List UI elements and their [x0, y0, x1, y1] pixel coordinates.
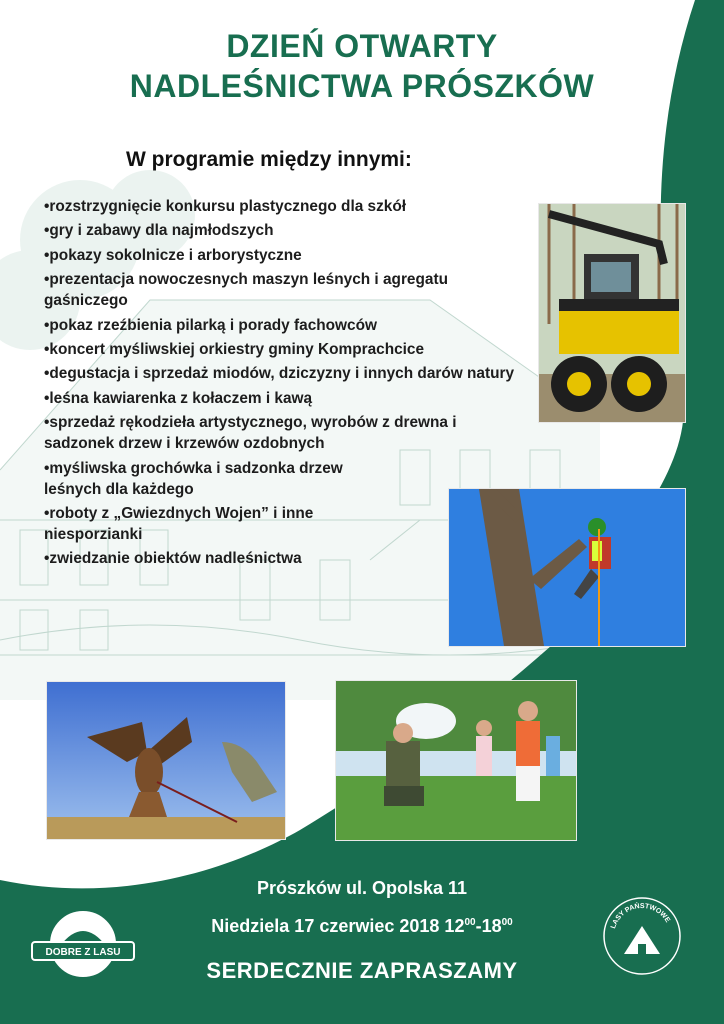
lasy-panstwowe-logo	[602, 896, 682, 976]
title-line-1: DZIEŃ OTWARTY	[226, 28, 498, 64]
invitation-text: SERDECZNIE ZAPRASZAMY	[206, 958, 518, 983]
program-item: • sprzedaż rękodzieła artystycznego, wyrobów z drewna i sadzonek drzew i krzewów ozdobnych	[44, 412, 524, 454]
program-item: • gry i zabawy dla najmłodszych	[44, 220, 524, 241]
title-line-2: NADLEŚNICTWA PRÓSZKÓW	[129, 68, 595, 104]
program-item: • degustacja i sprzedaż miodów, dziczyzny i innych darów natury	[44, 363, 524, 384]
falcon-photo	[46, 681, 286, 840]
program-item: • myśliwska grochówka i sadzonka drzew leśnych dla każdego	[44, 458, 374, 500]
left-logo-text: DOBRE Z LASU	[45, 947, 121, 958]
program-item: • prezentacja nowoczesnych maszyn leśnych i agregatu gaśniczego	[44, 269, 524, 311]
event-date: Niedziela 17 czerwiec 2018 12	[211, 916, 465, 936]
dobre-z-lasu-logo	[30, 908, 136, 984]
arborist-photo	[448, 488, 686, 647]
time-end-minutes: 00	[501, 917, 513, 928]
program-item: • roboty z „Gwiezdnych Wojen” i inne niesporzianki	[44, 503, 374, 545]
program-item: • leśna kawiarenka z kołaczem i kawą	[44, 388, 524, 409]
program-item: • pokaz rzeźbienia pilarką i porady fachowców	[44, 315, 524, 336]
children-photo	[335, 680, 577, 841]
right-logo-text: LASY PAŃSTWOWE	[610, 902, 671, 930]
program-item: • koncert myśliwskiej orkiestry gminy Komprachcice	[44, 339, 524, 360]
event-address: Prószków ul. Opolska 11	[256, 878, 468, 898]
program-item: • pokazy sokolnicze i arborystyczne	[44, 245, 524, 266]
program-item: • rozstrzygnięcie konkursu plastycznego dla szkół	[44, 196, 524, 217]
program-item: • zwiedzanie obiektów nadleśnictwa	[44, 548, 524, 569]
time-start-minutes: 00	[464, 917, 476, 928]
time-separator: -18	[475, 916, 502, 936]
program-heading: W programie między innymi:	[126, 148, 412, 171]
harvester-photo	[538, 203, 686, 423]
